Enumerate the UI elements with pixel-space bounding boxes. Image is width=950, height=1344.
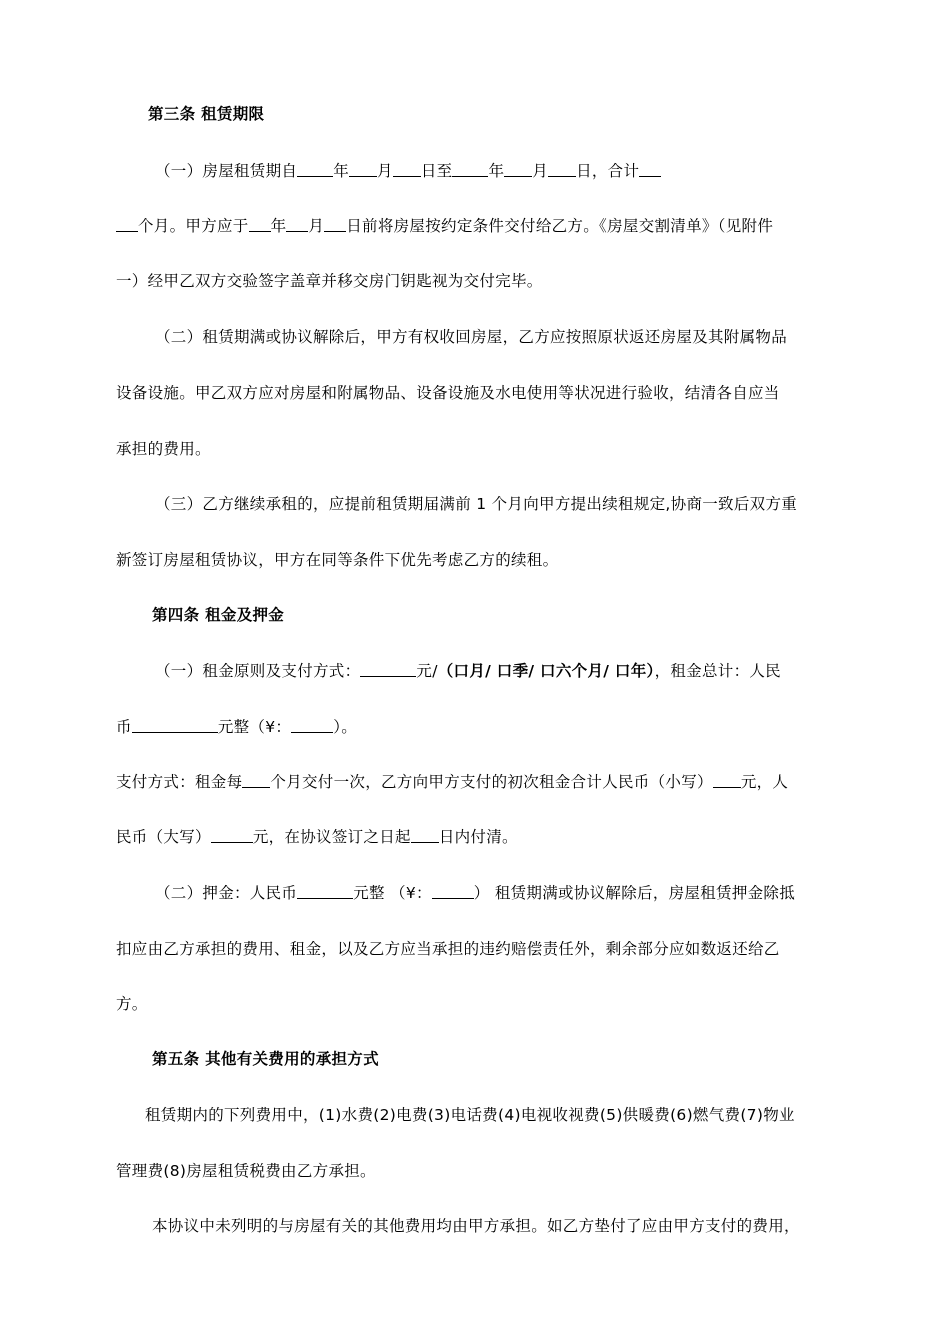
blank-year [452, 161, 488, 177]
blank-months [242, 772, 270, 788]
article-3-heading: 第三条 租赁期限 [148, 105, 265, 123]
payment-period-options: （口月/ 口季/ 口六个月/ 口年） [437, 662, 655, 680]
article-5-para-1-line-1: 租赁期内的下列费用中，(1)水费(2)电费(3)电话费(4)电视收视费(5)供暖费(6)燃气费(7)物业 [145, 1106, 795, 1124]
article-3-para-3-line-2: 新签订房屋租赁协议，甲方在同等条件下优先考虑乙方的续租。 [116, 551, 559, 569]
article-4-para-2-line-3: 方。 [116, 995, 148, 1013]
blank-rent-total [132, 717, 218, 733]
article-3-para-1-line-3: 一）经甲乙双方交验签字盖章并移交房门钥匙视为交付完毕。 [116, 272, 543, 290]
article-4-para-1-line-1: （一）租金原则及支付方式： 元/（口月/ 口季/ 口六个月/ 口年），租金总计：人民 [155, 662, 781, 680]
article-3-para-2-line-1: （二）租赁期满或协议解除后，甲方有权收回房屋，乙方应按照原状返还房屋及其附属物品 [155, 328, 788, 346]
blank-amount-lower [713, 772, 741, 788]
blank-deposit-numeric [432, 883, 474, 899]
blank-month [286, 216, 308, 232]
blank-year [297, 161, 333, 177]
blank-rent-amount [360, 661, 416, 677]
blank-total [639, 161, 661, 177]
blank-month [504, 161, 532, 177]
blank-total-cont [116, 216, 138, 232]
blank-month [349, 161, 377, 177]
article-3-para-1-line-2: 个月。甲方应于 年 月 日前将房屋按约定条件交付给乙方。《房屋交割清单》（见附件 [116, 215, 773, 237]
blank-day [324, 216, 346, 232]
payment-method-line-1: 支付方式：租金每 个月交付一次，乙方向甲方支付的初次租金合计人民币（小写） 元，人 [116, 773, 789, 791]
article-4-para-2-line-2: 扣应由乙方承担的费用、租金，以及乙方应当承担的违约赔偿责任外，剩余部分应如数返还给乙 [116, 940, 780, 958]
blank-days [411, 827, 439, 843]
article-3-para-3-line-1: （三）乙方继续承租的，应提前租赁期届满前 1 个月向甲方提出续租规定,协商一致后双方重 [155, 495, 798, 513]
blank-day [393, 161, 421, 177]
article-4-para-2-line-1: （二）押金：人民币 元整 （¥： ） 租赁期满或协议解除后，房屋租赁押金除抵 [155, 884, 796, 902]
article-3-para-1-line-1: （一）房屋租赁期自 年 月 日至 年 月 日，合计 [155, 160, 661, 182]
blank-rent-total-numeric [291, 717, 333, 733]
blank-amount-upper [211, 827, 253, 843]
article-5-para-1-line-2: 管理费(8)房屋租赁税费由乙方承担。 [116, 1162, 376, 1180]
article-4-heading: 第四条 租金及押金 [152, 606, 285, 624]
article-4-para-1-line-2: 币 元整（¥： ）。 [116, 718, 358, 736]
blank-day [548, 161, 576, 177]
article-3-para-2-line-3: 承担的费用。 [116, 440, 211, 458]
payment-method-line-2: 民币（大写） 元，在协议签订之日起 日内付清。 [116, 828, 518, 846]
article-3-para-2-line-2: 设备设施。甲乙双方应对房屋和附属物品、设备设施及水电使用等状况进行验收，结清各自应当 [116, 384, 780, 402]
blank-year [249, 216, 271, 232]
article-5-para-2-line-1: 本协议中未列明的与房屋有关的其他费用均由甲方承担。如乙方垫付了应由甲方支付的费用， [152, 1217, 800, 1235]
blank-deposit-amount [297, 883, 353, 899]
article-5-heading: 第五条 其他有关费用的承担方式 [152, 1050, 379, 1068]
